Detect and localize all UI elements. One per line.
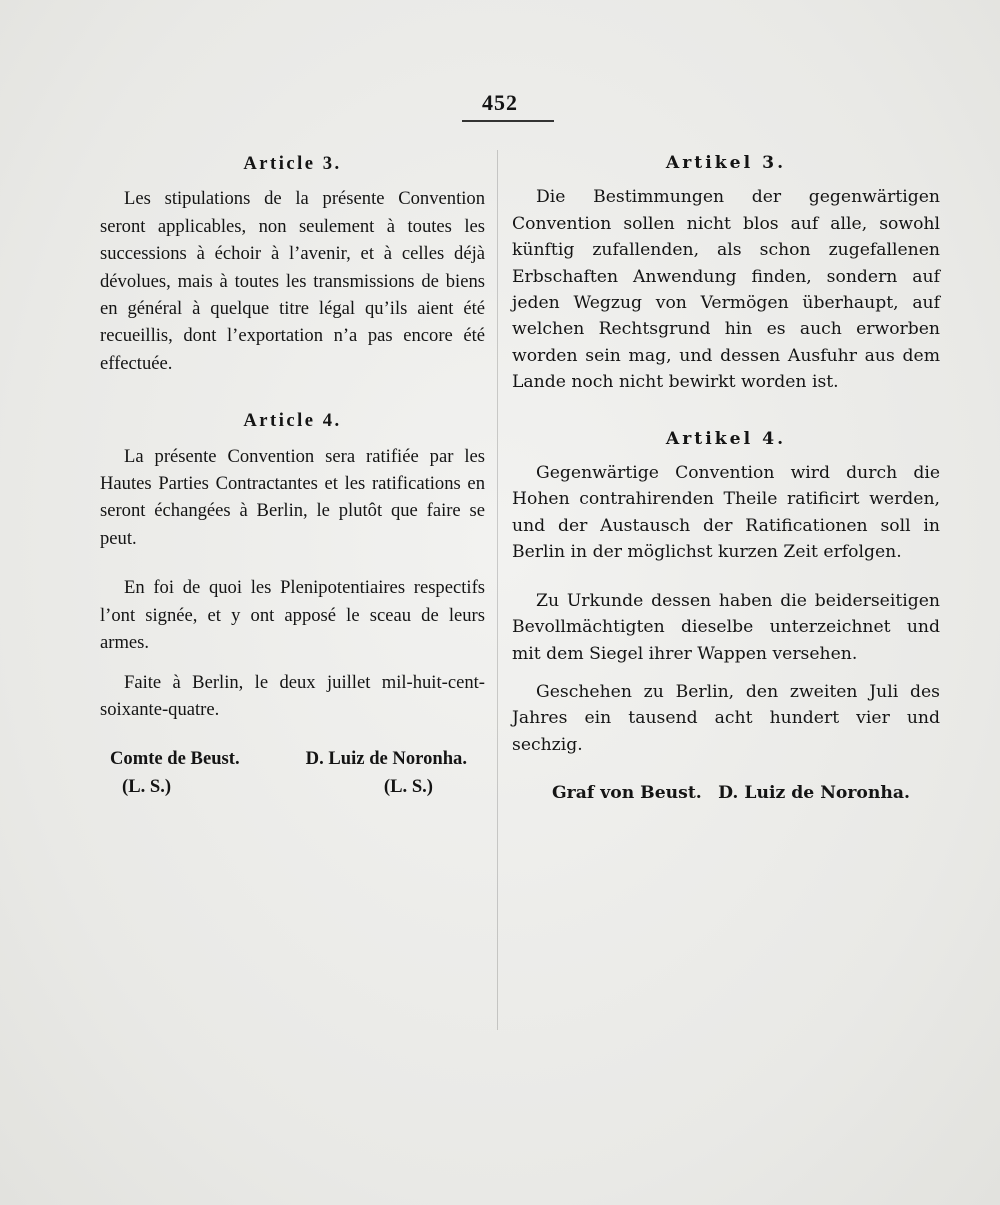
seal-row-fr [100,773,485,800]
witness-clause-de: Zu Urkunde dessen haben die beiderseitigen Bevollmächtigten dieselbe unterzeichnet und mit dem Siegel ihrer Wappen versehen. [512,590,940,664]
page-number: 452 [482,90,518,115]
column-divider [497,150,498,1030]
page-number-rule [462,120,554,122]
signature-beust-fr: Comte de Beust. [110,748,240,770]
german-column [512,150,940,807]
article-3-text-de: Die Bestimmungen der gegenwärtigen Convention sollen nicht blos auf alle, sowohl künftig zufallenden, als schon zugefallenen Erbschaften Anwendung finden, sondern auf jeden Wegzug von Vermögen überhaupt, auf welchen Rechtsgrund hin es auch erworben worden sein mag, und dessen Ausfuhr aus dem Lande noch nicht bewirkt worden ist. [512,187,940,393]
article-3-heading-fr: Article 3. [243,153,342,174]
article-3-heading-de: Artikel 3. [665,153,787,173]
witness-clause-fr: En foi de quoi les Plenipotentiaires respectifs l’ont signée, et y ont apposé le sceau de leurs armes. [100,577,485,654]
article-4-text-fr: La présente Convention sera ratifiée par les Hautes Parties Contractantes et les ratifications en seront échangées à Berlin, le plutôt que faire se peut. [100,445,485,549]
done-at-de: Geschehen zu Berlin, den zweiten Juli des Jahres ein tausend acht hundert vier und sechzig. [512,681,940,755]
signature-noronha-fr: D. Luiz de Noronha. [305,748,467,770]
article-3-text-fr: Les stipulations de la présente Convention seront applicables, non seulement à toutes les successions à échoir à l’avenir, et à celles déjà dévolues, mais à toutes les transmissions de biens en général à quelque titre légal qu’ils aient été recueillis, dont l’exportation n’a pas encore été effectuée. [100,188,485,374]
seal-second: (L. S.) [383,775,433,797]
article-4-heading-de: Artikel 4. [665,428,787,449]
french-column [100,150,485,800]
done-at-fr: Faite à Berlin, le deux juillet mil-huit-cent-soixante-quatre. [100,671,485,720]
seal-first: (L. S.) [122,775,172,797]
article-4-heading-fr: Article 4. [243,410,342,432]
signature-row-de [512,780,940,806]
signature-row-fr [100,745,485,772]
signature-noronha-de: D. Luiz de Noronha. [718,783,910,804]
signature-beust-de: Graf von Beust. [552,783,702,804]
article-4-text-de: Gegenwärtige Convention wird durch die Hohen contrahirenden Theile ratificirt werden, und der Austausch der Ratificationen soll in Berlin in der möglichst kurzen Zeit erfolgen. [512,463,940,563]
